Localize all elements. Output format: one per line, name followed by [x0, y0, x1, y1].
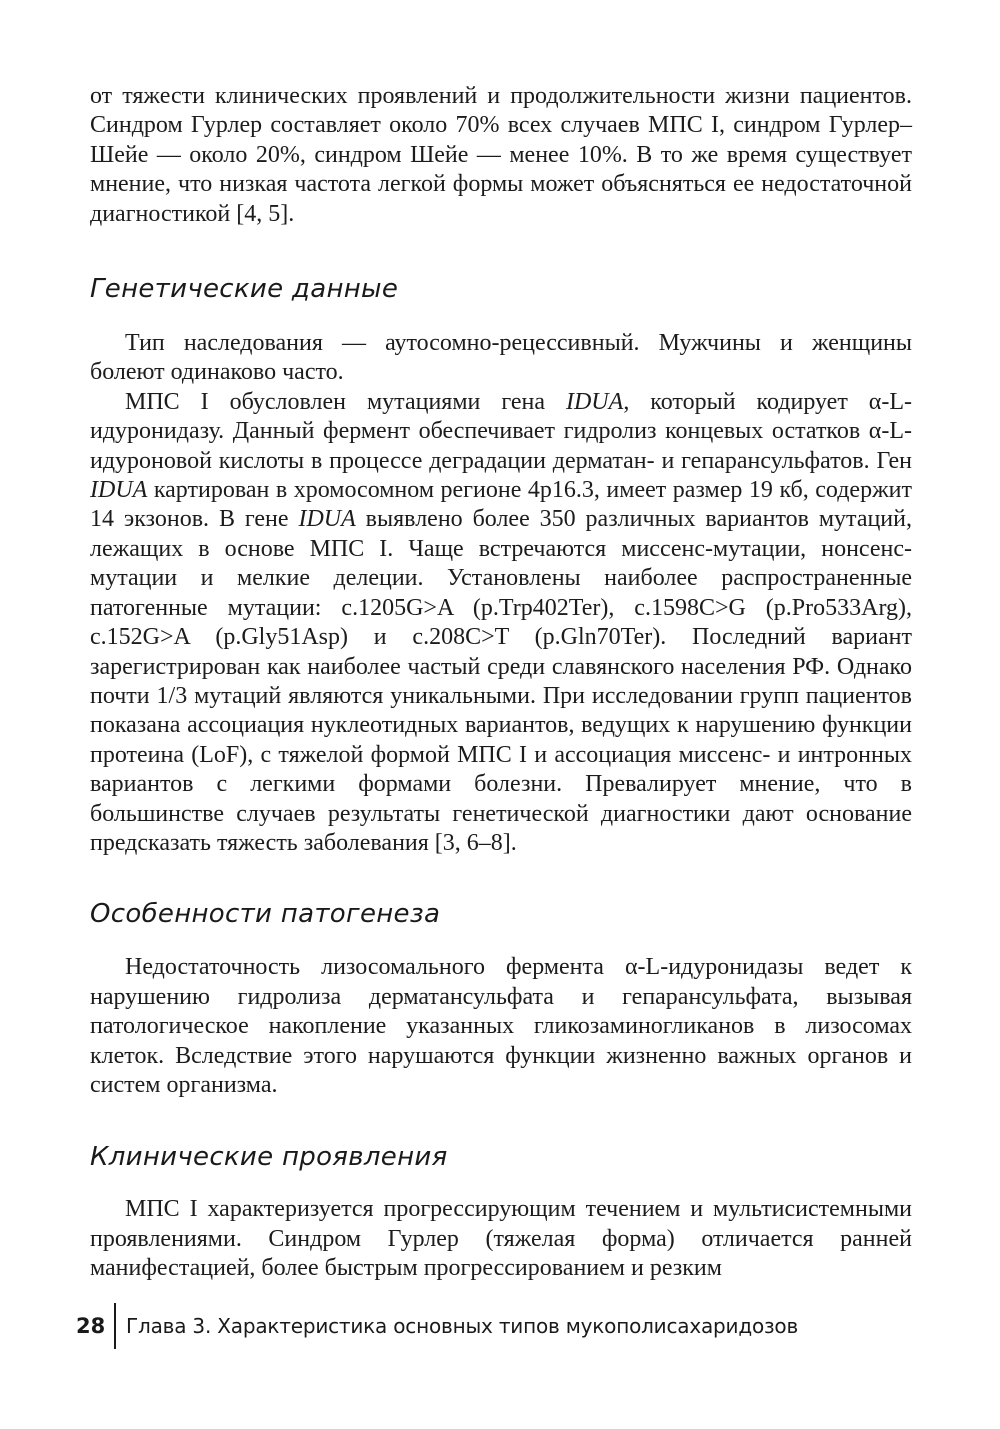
- paragraph-inheritance: Тип наследования — аутосомно-рецессивный. Мужчины и женщины болеют одинаково часто.: [90, 330, 912, 386]
- paragraph-mutations-part-4: выявлено более 350 различных вариантов мутаций, лежащих в основе МПС I. Чаще встречаются миссенс-мутации, нонсенс-мутации и мелкие делеции. Установлены наиболее распространенные патогенные мутации: c.1205G>A (p.Trp402Ter), c.1598C>G (p.Pro533Arg), c.152G>A (p.Gly51Asp) и c.208C>T (p.Gln70Ter). Последний вариант зарегистрирован как наиболее частый среди славянского населения РФ. Однако почти 1/3 мутаций являются уникальными. При исследовании групп пациентов показана ассоциация нуклеотидных вариантов, ведущих к нарушению функции протеина (LoF), с тяжелой формой МПС I и ассоциация миссенс- и интронных вариантов с легкими формами болезни. Превалирует мнение, что в большинстве случаев результаты генетической диагностики дают основание предсказать тяжесть заболевания [3, 6–8].: [90, 506, 912, 856]
- text-column: [90, 82, 912, 1284]
- page-number: 28: [76, 1314, 106, 1338]
- paragraph-mutations-part-1: МПС I обусловлен мутациями гена: [125, 388, 566, 415]
- paragraph-mutations-part-3: картирован в хромосомном регионе 4p16.3, имеет размер 19 кб, содержит 14 экзонов. В гене: [90, 477, 912, 533]
- paragraph-mutations-part-2: , который кодирует α-L-идуронидазу. Данный фермент обеспечивает гидролиз концевых остатков α-L-идуроновой кислоты в процессе деградации дерматан- и гепарансульфатов. Ген: [90, 388, 913, 474]
- gene-name: IDUA: [90, 477, 148, 504]
- footer-divider: [114, 1303, 116, 1349]
- gene-name: IDUA: [565, 388, 624, 415]
- paragraph-mutations: [90, 388, 912, 859]
- paragraph-clinical: МПС I характеризуется прогрессирующим течением и мультисистемными проявлениями. Синдром Гурлер (тяжелая форма) отличается ранней манифестацией, более быстрым прогрессированием и резким: [90, 1196, 912, 1282]
- heading-genetic-data: Генетические данные: [90, 274, 399, 305]
- heading-clinical: Клинические проявления: [90, 1142, 448, 1173]
- gene-name: IDUA: [298, 506, 356, 533]
- paragraph-intro: от тяжести клинических проявлений и продолжительности жизни пациентов. Синдром Гурлер составляет около 70% всех случаев МПС I, синдром Гурлер–Шейе — около 20%, синдром Шейе — менее 10%. В то же время существует мнение, что низкая частота легкой формы может объясняться ее недостаточной диагностикой [4, 5].: [90, 83, 912, 227]
- paragraph-pathogenesis: Недостаточность лизосомального фермента α-L-идуронидазы ведет к нарушению гидролиза дерматансульфата и гепарансульфата, вызывая патологическое накопление указанных гликозаминогликанов в лизосомах клеток. Вследствие этого нарушаются функции жизненно важных органов и систем организма.: [90, 954, 912, 1098]
- running-chapter-title: Глава 3. Характеристика основных типов мукополисахаридозов: [126, 1314, 799, 1338]
- page-footer: [76, 1303, 798, 1349]
- heading-pathogenesis: Особенности патогенеза: [90, 899, 441, 930]
